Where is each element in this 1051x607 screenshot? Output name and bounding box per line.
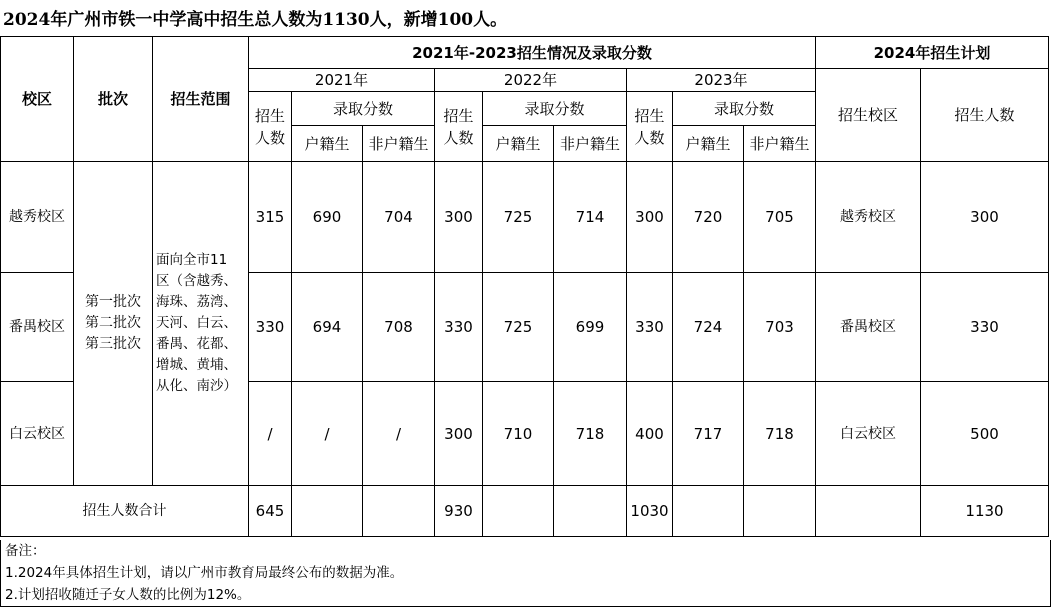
range-title: 2021年-2023招生情况及录取分数 [249, 37, 816, 69]
enroll-header-2023 [627, 92, 673, 162]
score-header-2022: 录取分数 [483, 92, 627, 126]
hukou-2021: 694 [292, 273, 363, 382]
empty-cell [554, 486, 627, 537]
hukou-header-2021: 户籍生 [292, 126, 363, 162]
enroll-header-line1: 招生 [634, 106, 665, 125]
table-row [1, 162, 1049, 273]
hukou-2022: 725 [483, 162, 554, 273]
non-hukou-header-2021: 非户籍生 [363, 126, 435, 162]
enroll-header-2022 [435, 92, 483, 162]
batch-line: 第一批次 [85, 294, 141, 310]
non-hukou-2022: 718 [554, 382, 627, 486]
hukou-header-2023: 户籍生 [673, 126, 744, 162]
non-hukou-header-2023: 非户籍生 [744, 126, 816, 162]
batch-cell [74, 162, 153, 486]
non-hukou-2021: / [363, 382, 435, 486]
batch-line: 第二批次 [85, 315, 141, 331]
empty-cell [744, 486, 816, 537]
plan-count-cell: 330 [921, 273, 1049, 382]
empty-cell [292, 486, 363, 537]
non-hukou-2022: 714 [554, 162, 627, 273]
total-plan: 1130 [921, 486, 1049, 537]
plan-campus-cell: 越秀校区 [816, 162, 921, 273]
campus-cell: 番禺校区 [1, 273, 74, 382]
enroll-header-line2: 人数 [634, 128, 665, 147]
non-hukou-2022: 699 [554, 273, 627, 382]
non-hukou-2021: 704 [363, 162, 435, 273]
scope-cell [153, 162, 249, 486]
hukou-header-2022: 户籍生 [483, 126, 554, 162]
hukou-2023: 724 [673, 273, 744, 382]
page-title: 2024年广州市铁一中学高中招生总人数为1130人，新增100人。 [3, 10, 508, 30]
empty-cell [673, 486, 744, 537]
plan-count-header: 招生人数 [921, 69, 1049, 162]
enroll-2023: 300 [627, 162, 673, 273]
plan-count-cell: 500 [921, 382, 1049, 486]
plan-count-cell: 300 [921, 162, 1049, 273]
plan-campus-cell: 白云校区 [816, 382, 921, 486]
enroll-header-line1: 招生 [254, 106, 285, 125]
campus-cell: 白云校区 [1, 382, 74, 486]
enroll-header-line2: 人数 [443, 128, 474, 147]
scope-line: 海珠、荔湾、 [156, 294, 237, 310]
col-header-batch: 批次 [74, 37, 153, 162]
note-item: 2.计划招收随迁子女人数的比例为12%。 [5, 587, 251, 603]
enroll-2022: 300 [435, 162, 483, 273]
col-header-campus: 校区 [1, 37, 74, 162]
enroll-2021: / [249, 382, 292, 486]
year-2023-header: 2023年 [627, 69, 816, 92]
scope-line: 区（含越秀、 [156, 273, 237, 289]
batch-line: 第三批次 [85, 336, 141, 352]
enroll-2021: 315 [249, 162, 292, 273]
non-hukou-2021: 708 [363, 273, 435, 382]
scope-line: 增城、黄埔、 [156, 357, 237, 373]
enroll-2023: 330 [627, 273, 673, 382]
score-header-2023: 录取分数 [673, 92, 816, 126]
hukou-2023: 717 [673, 382, 744, 486]
year-2022-header: 2022年 [435, 69, 627, 92]
notes-heading: 备注： [5, 543, 46, 559]
empty-cell [816, 486, 921, 537]
totals-row [1, 486, 1049, 537]
note-item: 1.2024年具体招生计划，请以广州市教育局最终公布的数据为准。 [5, 565, 404, 581]
enroll-header-line1: 招生 [443, 106, 474, 125]
plan-campus-header: 招生校区 [816, 69, 921, 162]
score-header-2021: 录取分数 [292, 92, 435, 126]
hukou-2023: 720 [673, 162, 744, 273]
enroll-2021: 330 [249, 273, 292, 382]
empty-cell [363, 486, 435, 537]
non-hukou-2023: 705 [744, 162, 816, 273]
totals-label: 招生人数合计 [1, 486, 249, 537]
total-2023: 1030 [627, 486, 673, 537]
total-2022: 930 [435, 486, 483, 537]
plan-title: 2024年招生计划 [816, 37, 1049, 69]
non-hukou-2023: 703 [744, 273, 816, 382]
hukou-2021: / [292, 382, 363, 486]
enroll-2022: 300 [435, 382, 483, 486]
hukou-2021: 690 [292, 162, 363, 273]
total-2021: 645 [249, 486, 292, 537]
enroll-2023: 400 [627, 382, 673, 486]
non-hukou-header-2022: 非户籍生 [554, 126, 627, 162]
enroll-2022: 330 [435, 273, 483, 382]
non-hukou-2023: 718 [744, 382, 816, 486]
col-header-scope: 招生范围 [153, 37, 249, 162]
notes-section [0, 540, 1051, 607]
empty-cell [483, 486, 554, 537]
scope-line: 从化、南沙） [156, 378, 237, 394]
hukou-2022: 710 [483, 382, 554, 486]
scope-line: 番禺、花都、 [156, 336, 237, 352]
admission-table [0, 36, 1049, 537]
scope-line: 天河、白云、 [156, 315, 237, 331]
header-row-1 [1, 37, 1049, 69]
enroll-header-line2: 人数 [254, 128, 285, 147]
enroll-header-2021 [249, 92, 292, 162]
year-2021-header: 2021年 [249, 69, 435, 92]
hukou-2022: 725 [483, 273, 554, 382]
scope-line: 面向全市11 [156, 252, 228, 268]
plan-campus-cell: 番禺校区 [816, 273, 921, 382]
campus-cell: 越秀校区 [1, 162, 74, 273]
